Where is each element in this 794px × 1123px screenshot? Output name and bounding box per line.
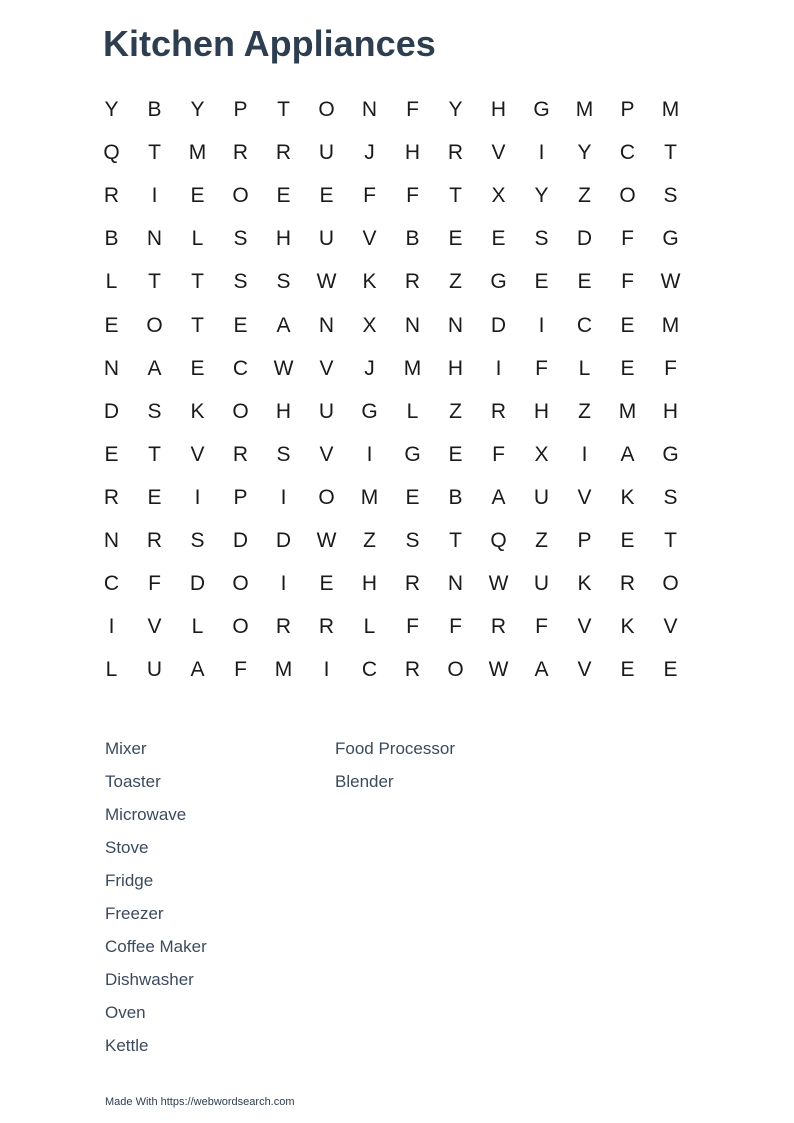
grid-letter: A [620, 442, 635, 466]
grid-letter: E [276, 184, 291, 208]
word-column [105, 737, 335, 1067]
grid-row [90, 303, 692, 346]
grid-letter: L [105, 658, 118, 682]
grid-letter: W [488, 658, 509, 682]
grid-letter: Z [578, 399, 591, 423]
grid-letter: H [490, 98, 507, 122]
grid-letter: G [662, 442, 679, 466]
grid-letter: G [662, 227, 679, 251]
grid-letter: W [316, 528, 337, 552]
grid-letter: Y [448, 98, 463, 122]
letter-grid [90, 88, 692, 691]
grid-letter: I [538, 141, 545, 165]
grid-letter: W [660, 270, 681, 294]
grid-letter: K [577, 572, 592, 596]
grid-letter: S [663, 485, 678, 509]
grid-letter: H [447, 356, 464, 380]
grid-letter: T [148, 141, 161, 165]
grid-letter: N [103, 356, 120, 380]
word-item: Kettle [105, 1036, 149, 1055]
grid-letter: E [534, 270, 549, 294]
grid-row [90, 648, 692, 691]
word-item: Freezer [105, 904, 164, 923]
grid-letter: B [405, 227, 420, 251]
grid-letter: O [232, 399, 249, 423]
grid-letter: R [490, 615, 507, 639]
grid-row [90, 433, 692, 476]
grid-row [90, 174, 692, 217]
grid-letter: M [403, 356, 422, 380]
word-item: Mixer [105, 739, 147, 758]
grid-letter: N [447, 572, 464, 596]
grid-letter: V [491, 141, 506, 165]
grid-letter: E [233, 313, 248, 337]
grid-letter: I [194, 485, 201, 509]
grid-letter: S [276, 442, 291, 466]
grid-letter: M [618, 399, 637, 423]
grid-letter: L [191, 615, 204, 639]
grid-letter: G [490, 270, 507, 294]
grid-letter: M [575, 98, 594, 122]
grid-letter: H [275, 227, 292, 251]
grid-letter: V [577, 658, 592, 682]
grid-letter: D [576, 227, 593, 251]
grid-letter: T [277, 98, 290, 122]
grid-letter: J [364, 356, 375, 380]
grid-letter: O [662, 572, 679, 596]
grid-letter: R [275, 615, 292, 639]
grid-letter: I [366, 442, 373, 466]
grid-letter: T [191, 313, 204, 337]
grid-letter: B [104, 227, 119, 251]
word-item: Food Processor [335, 739, 455, 758]
grid-letter: T [449, 184, 462, 208]
grid-letter: V [362, 227, 377, 251]
grid-letter: R [619, 572, 636, 596]
grid-letter: X [534, 442, 549, 466]
grid-letter: R [146, 528, 163, 552]
grid-row [90, 88, 692, 131]
grid-letter: I [323, 658, 330, 682]
grid-letter: S [147, 399, 162, 423]
grid-letter: V [663, 615, 678, 639]
grid-letter: R [404, 270, 421, 294]
word-item: Oven [105, 1003, 146, 1022]
grid-letter: S [233, 270, 248, 294]
grid-letter: Z [535, 528, 548, 552]
grid-letter: R [232, 442, 249, 466]
grid-letter: N [361, 98, 378, 122]
word-item: Blender [335, 772, 394, 791]
grid-letter: O [619, 184, 636, 208]
word-item: Toaster [105, 772, 161, 791]
grid-row [90, 260, 692, 303]
grid-letter: Y [190, 98, 205, 122]
grid-letter: C [361, 658, 378, 682]
grid-letter: D [232, 528, 249, 552]
grid-letter: U [146, 658, 163, 682]
grid-letter: M [360, 485, 379, 509]
grid-letter: G [533, 98, 550, 122]
grid-letter: F [406, 98, 419, 122]
grid-letter: I [495, 356, 502, 380]
grid-letter: W [488, 572, 509, 596]
grid-letter: G [404, 442, 421, 466]
grid-letter: R [103, 485, 120, 509]
grid-letter: M [661, 98, 680, 122]
grid-letter: H [404, 141, 421, 165]
grid-letter: U [533, 572, 550, 596]
grid-letter: Y [104, 98, 119, 122]
word-item: Microwave [105, 805, 187, 824]
grid-letter: N [103, 528, 120, 552]
grid-letter: Z [363, 528, 376, 552]
grid-letter: F [449, 615, 462, 639]
grid-row [90, 605, 692, 648]
grid-letter: M [661, 313, 680, 337]
grid-letter: I [108, 615, 115, 639]
grid-letter: N [318, 313, 335, 337]
grid-letter: N [404, 313, 421, 337]
word-item: Fridge [105, 871, 154, 890]
grid-row [90, 217, 692, 260]
grid-letter: F [664, 356, 677, 380]
grid-letter: H [533, 399, 550, 423]
grid-letter: I [280, 485, 287, 509]
grid-letter: S [405, 528, 420, 552]
grid-letter: R [275, 141, 292, 165]
grid-letter: S [190, 528, 205, 552]
grid-letter: R [404, 658, 421, 682]
word-list [105, 737, 565, 1067]
grid-letter: L [363, 615, 376, 639]
grid-letter: L [105, 270, 118, 294]
grid-letter: A [147, 356, 162, 380]
grid-letter: E [491, 227, 506, 251]
grid-letter: F [406, 184, 419, 208]
grid-letter: B [147, 98, 162, 122]
grid-letter: D [490, 313, 507, 337]
grid-letter: Q [103, 141, 120, 165]
grid-letter: X [491, 184, 506, 208]
grid-row [90, 562, 692, 605]
grid-letter: I [538, 313, 545, 337]
grid-letter: E [405, 485, 420, 509]
grid-letter: C [576, 313, 593, 337]
grid-letter: S [233, 227, 248, 251]
grid-letter: Z [578, 184, 591, 208]
grid-letter: E [663, 658, 678, 682]
grid-letter: T [449, 528, 462, 552]
grid-letter: E [104, 313, 119, 337]
grid-letter: E [190, 356, 205, 380]
grid-letter: G [361, 399, 378, 423]
grid-letter: T [664, 141, 677, 165]
grid-letter: T [664, 528, 677, 552]
grid-letter: R [103, 184, 120, 208]
grid-letter: Q [490, 528, 507, 552]
grid-letter: W [273, 356, 294, 380]
grid-letter: X [362, 313, 377, 337]
grid-letter: T [148, 270, 161, 294]
grid-letter: T [191, 270, 204, 294]
grid-letter: F [234, 658, 247, 682]
grid-letter: F [363, 184, 376, 208]
grid-letter: A [534, 658, 549, 682]
grid-letter: E [104, 442, 119, 466]
grid-letter: F [406, 615, 419, 639]
grid-letter: C [232, 356, 249, 380]
grid-letter: B [448, 485, 463, 509]
grid-letter: R [490, 399, 507, 423]
grid-row [90, 347, 692, 390]
grid-letter: E [319, 184, 334, 208]
grid-letter: I [151, 184, 158, 208]
grid-letter: V [147, 615, 162, 639]
footer-credit: Made With https://webwordsearch.com [105, 1096, 295, 1108]
grid-letter: S [534, 227, 549, 251]
grid-letter: E [620, 658, 635, 682]
grid-letter: V [577, 485, 592, 509]
grid-row [90, 519, 692, 562]
grid-letter: P [577, 528, 592, 552]
grid-letter: O [232, 615, 249, 639]
grid-letter: H [361, 572, 378, 596]
page-title: Kitchen Appliances [103, 23, 436, 64]
grid-letter: U [533, 485, 550, 509]
grid-letter: O [447, 658, 464, 682]
grid-letter: I [280, 572, 287, 596]
grid-letter: A [190, 658, 205, 682]
grid-letter: M [188, 141, 207, 165]
grid-letter: H [275, 399, 292, 423]
grid-letter: V [319, 356, 334, 380]
grid-letter: C [619, 141, 636, 165]
grid-letter: L [191, 227, 204, 251]
grid-letter: K [362, 270, 377, 294]
grid-letter: W [316, 270, 337, 294]
grid-letter: Z [449, 270, 462, 294]
grid-letter: A [276, 313, 291, 337]
grid-letter: L [406, 399, 419, 423]
grid-letter: U [318, 227, 335, 251]
grid-letter: F [492, 442, 505, 466]
grid-letter: E [319, 572, 334, 596]
grid-letter: E [620, 356, 635, 380]
grid-letter: S [663, 184, 678, 208]
grid-letter: U [318, 399, 335, 423]
grid-row [90, 476, 692, 519]
grid-letter: C [103, 572, 120, 596]
grid-letter: S [276, 270, 291, 294]
grid-letter: E [620, 528, 635, 552]
grid-letter: T [148, 442, 161, 466]
grid-letter: E [190, 184, 205, 208]
grid-letter: V [319, 442, 334, 466]
grid-letter: O [318, 485, 335, 509]
word-item: Coffee Maker [105, 937, 207, 956]
grid-letter: E [620, 313, 635, 337]
grid-letter: K [620, 615, 635, 639]
grid-letter: P [620, 98, 635, 122]
grid-letter: P [233, 98, 248, 122]
word-item: Dishwasher [105, 970, 194, 989]
grid-letter: D [189, 572, 206, 596]
grid-letter: F [621, 227, 634, 251]
grid-letter: R [232, 141, 249, 165]
grid-letter: K [190, 399, 205, 423]
grid-letter: D [103, 399, 120, 423]
grid-letter: O [318, 98, 335, 122]
grid-letter: F [535, 356, 548, 380]
grid-letter: R [318, 615, 335, 639]
grid-letter: Y [534, 184, 549, 208]
grid-letter: O [146, 313, 163, 337]
grid-letter: A [491, 485, 506, 509]
word-column [335, 737, 565, 1067]
grid-letter: F [148, 572, 161, 596]
grid-letter: P [233, 485, 248, 509]
grid-letter: F [535, 615, 548, 639]
grid-row [90, 390, 692, 433]
grid-letter: R [404, 572, 421, 596]
word-item: Stove [105, 838, 149, 857]
grid-letter: V [577, 615, 592, 639]
grid-letter: N [146, 227, 163, 251]
grid-letter: K [620, 485, 635, 509]
grid-letter: E [448, 442, 463, 466]
grid-letter: E [577, 270, 592, 294]
grid-letter: L [578, 356, 591, 380]
grid-letter: O [232, 184, 249, 208]
grid-letter: O [232, 572, 249, 596]
grid-letter: F [621, 270, 634, 294]
grid-letter: E [147, 485, 162, 509]
grid-letter: Y [577, 141, 592, 165]
grid-letter: R [447, 141, 464, 165]
grid-letter: E [448, 227, 463, 251]
grid-letter: D [275, 528, 292, 552]
grid-row [90, 131, 692, 174]
grid-letter: N [447, 313, 464, 337]
grid-letter: H [662, 399, 679, 423]
grid-letter: U [318, 141, 335, 165]
grid-letter: I [581, 442, 588, 466]
grid-letter: J [364, 141, 375, 165]
grid-letter: V [190, 442, 205, 466]
grid-letter: M [274, 658, 293, 682]
grid-letter: Z [449, 399, 462, 423]
